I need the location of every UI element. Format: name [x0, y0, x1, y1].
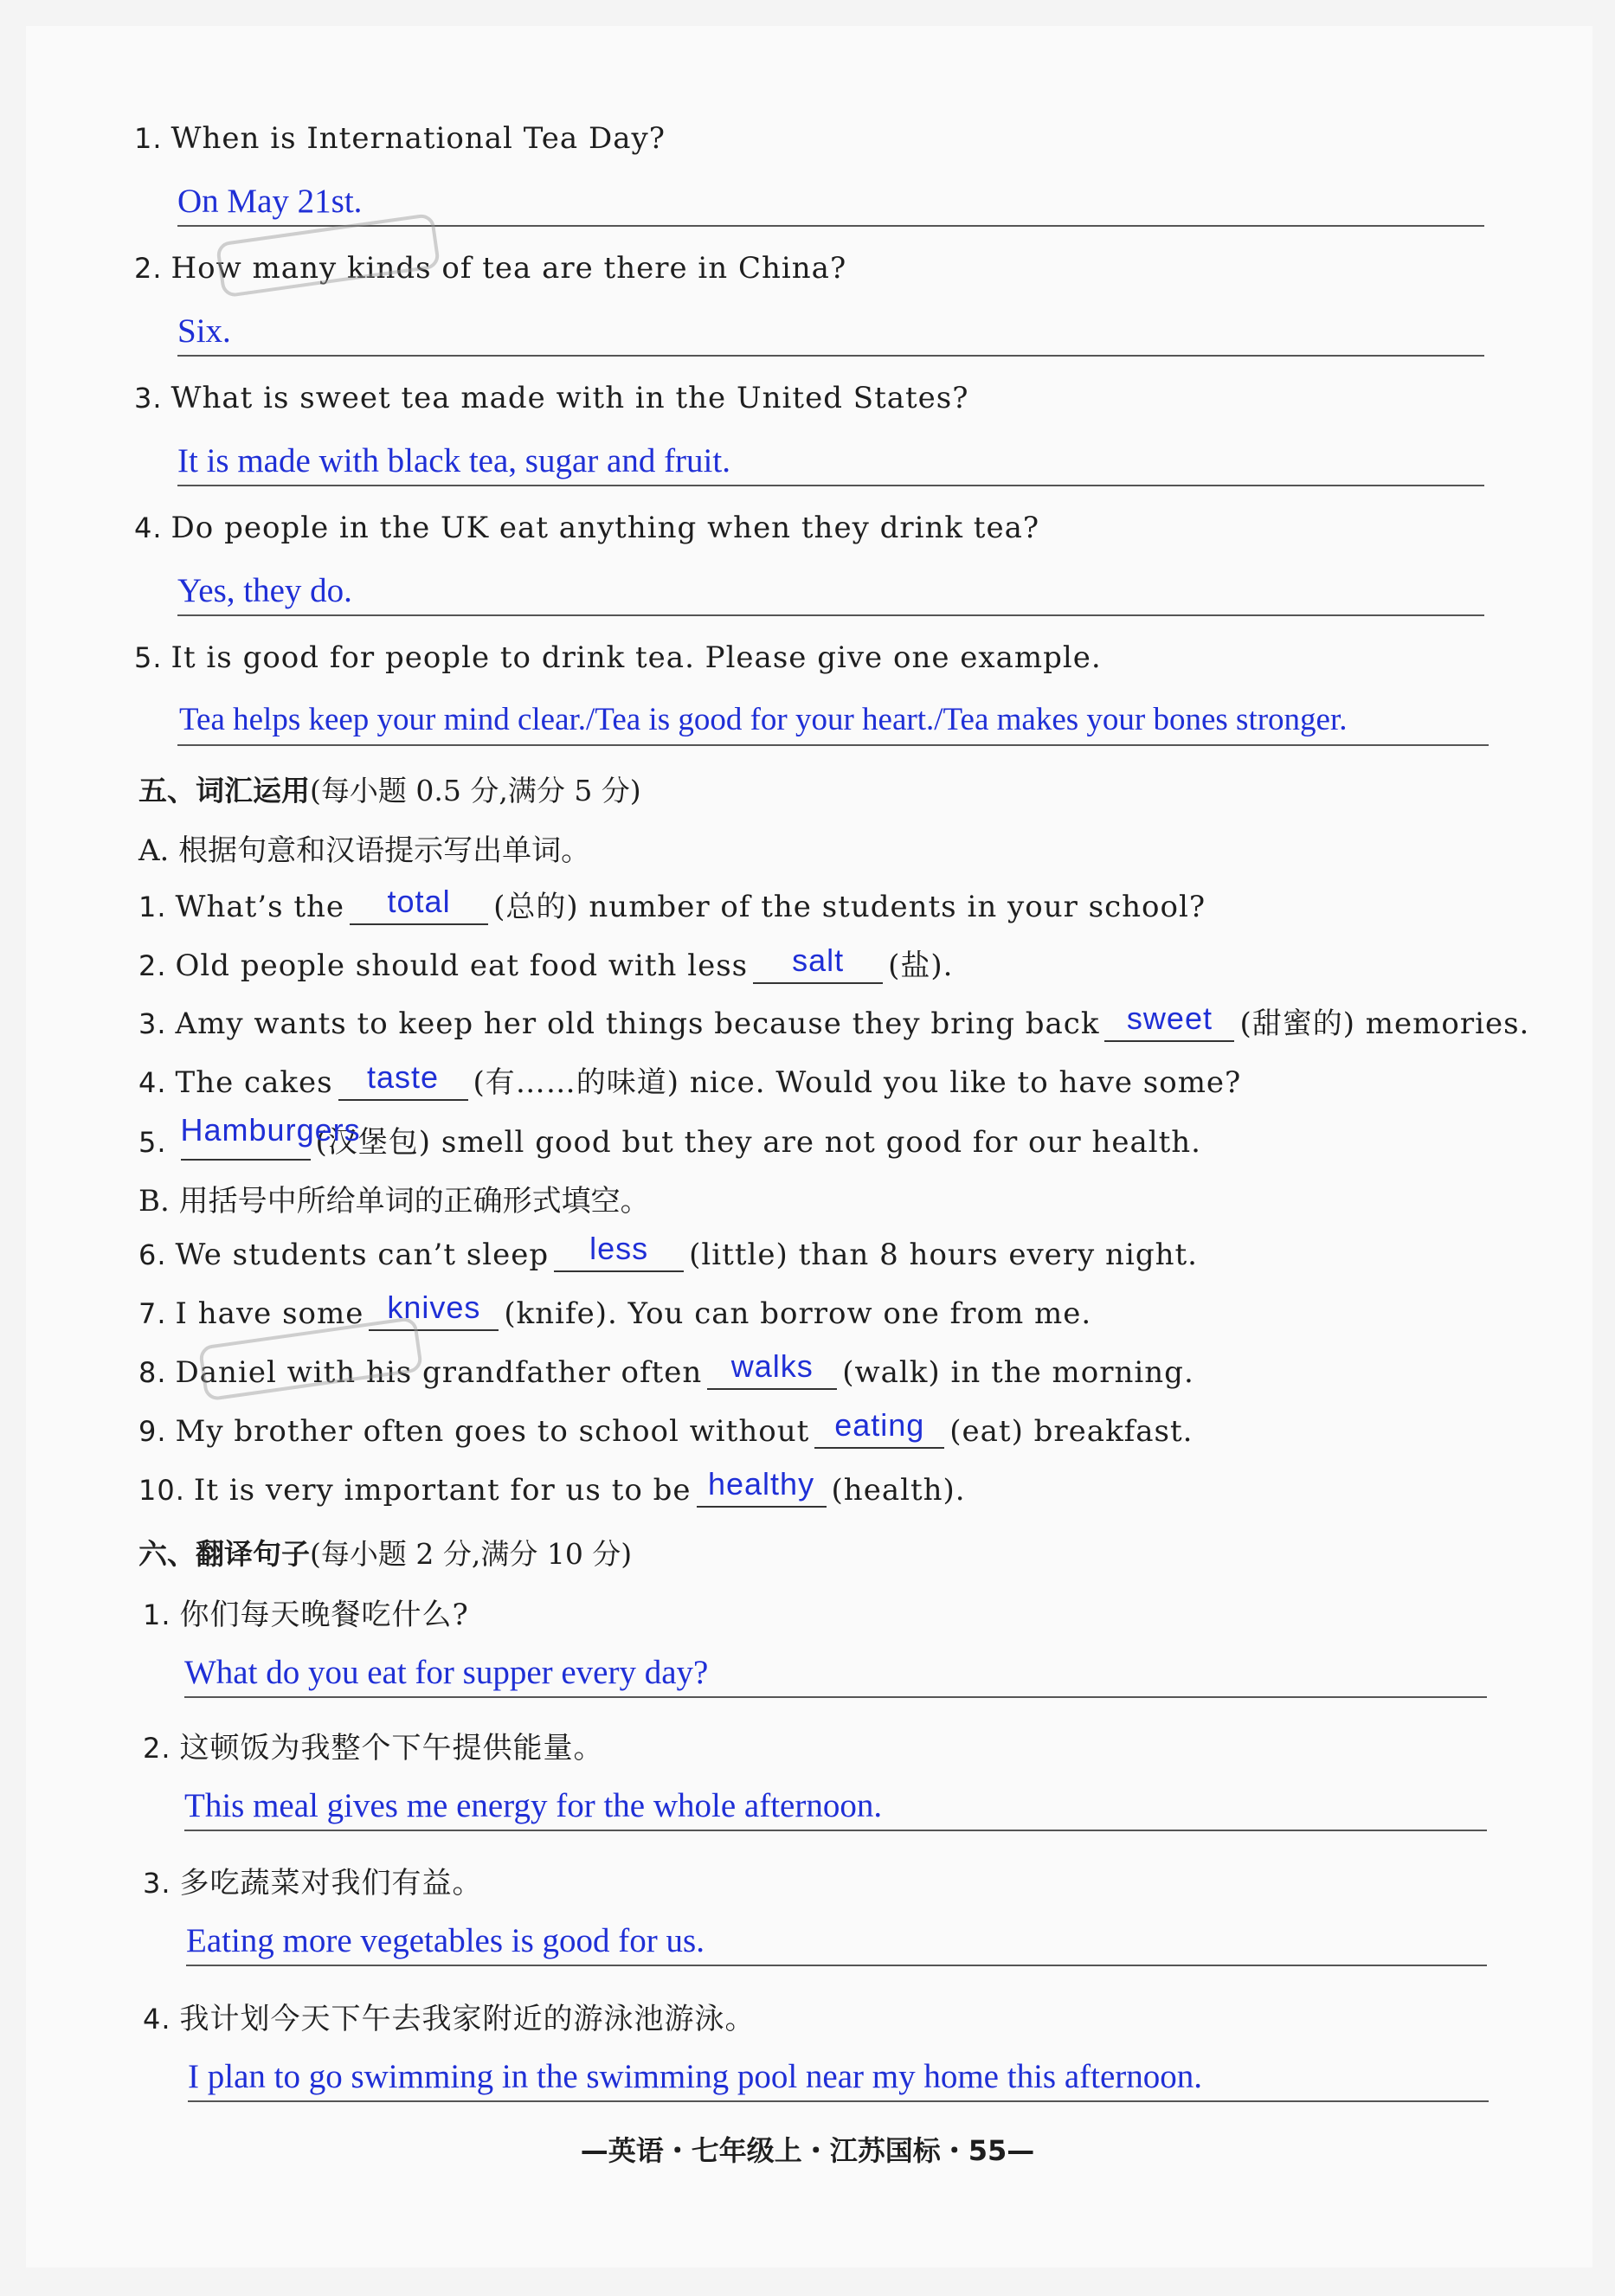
vocab-item-10: 10. It is very important for us to be healthy (health). [138, 1466, 966, 1508]
question-1: 1. When is International Tea Day? [134, 121, 666, 156]
fill-blank: healthy [697, 1471, 827, 1508]
section-6-title: 六、翻译句子(每小题 2 分,满分 10 分) [138, 1537, 633, 1571]
answer-2: Six. [177, 312, 231, 350]
vocab-item-6: 6. We students can’t sleep less (little) than 8 hours every night. [138, 1231, 1198, 1272]
answer-line [186, 1965, 1487, 1966]
vocab-item-5: 5. Hamburgers (汉堡包) smell good but they are not good for our health. [138, 1112, 1201, 1160]
answer-line [184, 1696, 1487, 1698]
vocab-item-8: 8. Daniel with his grandfather often walks (walk) in the morning. [138, 1348, 1194, 1390]
fill-blank: walks [707, 1354, 837, 1390]
answer-line [188, 2100, 1489, 2102]
answer-5: Tea helps keep your mind clear./Tea is good for your heart./Tea makes your bones stronger. [179, 702, 1348, 737]
fill-blank: sweet [1104, 1006, 1234, 1042]
question-5: 5. It is good for people to drink tea. Please give one example. [134, 640, 1102, 675]
answer-3: It is made with black tea, sugar and fruit. [177, 442, 730, 479]
translate-item-1: 1. 你们每天晚餐吃什么? [143, 1598, 469, 1632]
question-2: 2. How many kinds of tea are there in China? [134, 251, 847, 286]
translate-answer-1: What do you eat for supper every day? [184, 1654, 709, 1691]
answer-line [177, 355, 1484, 357]
instruction-a: A. 根据句意和汉语提示写出单词。 [138, 833, 591, 868]
vocab-item-4: 4. The cakes taste (有……的味道) nice. Would you like to have some? [138, 1059, 1242, 1100]
page-footer: —英语・七年级上・江苏国标・55— [580, 2134, 1035, 2167]
question-3: 3. What is sweet tea made with in the United States? [134, 381, 969, 415]
answer-line [177, 614, 1484, 616]
translate-answer-3: Eating more vegetables is good for us. [186, 1922, 705, 1959]
instruction-b: B. 用括号中所给单词的正确形式填空。 [138, 1184, 650, 1219]
fill-blank: salt [753, 948, 883, 984]
translate-item-3: 3. 多吃蔬菜对我们有益。 [143, 1866, 483, 1900]
vocab-item-2: 2. Old people should eat food with less salt (盐). [138, 942, 954, 983]
question-4: 4. Do people in the UK eat anything when they drink tea? [134, 511, 1040, 545]
answer-line [184, 1830, 1487, 1831]
fill-blank: knives [369, 1295, 499, 1331]
answer-4: Yes, they do. [177, 572, 352, 609]
answer-line [177, 485, 1484, 486]
vocab-item-1: 1. What’s the total (总的) number of the students in your school? [138, 884, 1206, 924]
vocab-item-3: 3. Amy wants to keep her old things because they bring back sweet (甜蜜的) memories. [138, 1000, 1530, 1041]
translate-answer-2: This meal gives me energy for the whole afternoon. [184, 1787, 883, 1824]
answer-1: On May 21st. [177, 183, 363, 220]
vocab-item-7: 7. I have some knives (knife). You can borrow one from me. [138, 1289, 1092, 1331]
fill-blank: total [350, 889, 488, 925]
translate-item-4: 4. 我计划今天下午去我家附近的游泳池游泳。 [143, 2002, 756, 2036]
fill-blank: less [554, 1236, 684, 1272]
section-5-title: 五、词汇运用(每小题 0.5 分,满分 5 分) [138, 774, 641, 807]
answer-line [177, 744, 1489, 746]
translate-item-2: 2. 这顿饭为我整个下午提供能量。 [143, 1731, 604, 1765]
translate-answer-4: I plan to go swimming in the swimming pool near my home this afternoon. [188, 2058, 1203, 2095]
fill-blank: taste [338, 1064, 468, 1101]
fill-blank: eating [814, 1412, 944, 1449]
vocab-item-9: 9. My brother often goes to school without eating (eat) breakfast. [138, 1407, 1194, 1449]
fill-blank: Hamburgers [181, 1124, 311, 1161]
